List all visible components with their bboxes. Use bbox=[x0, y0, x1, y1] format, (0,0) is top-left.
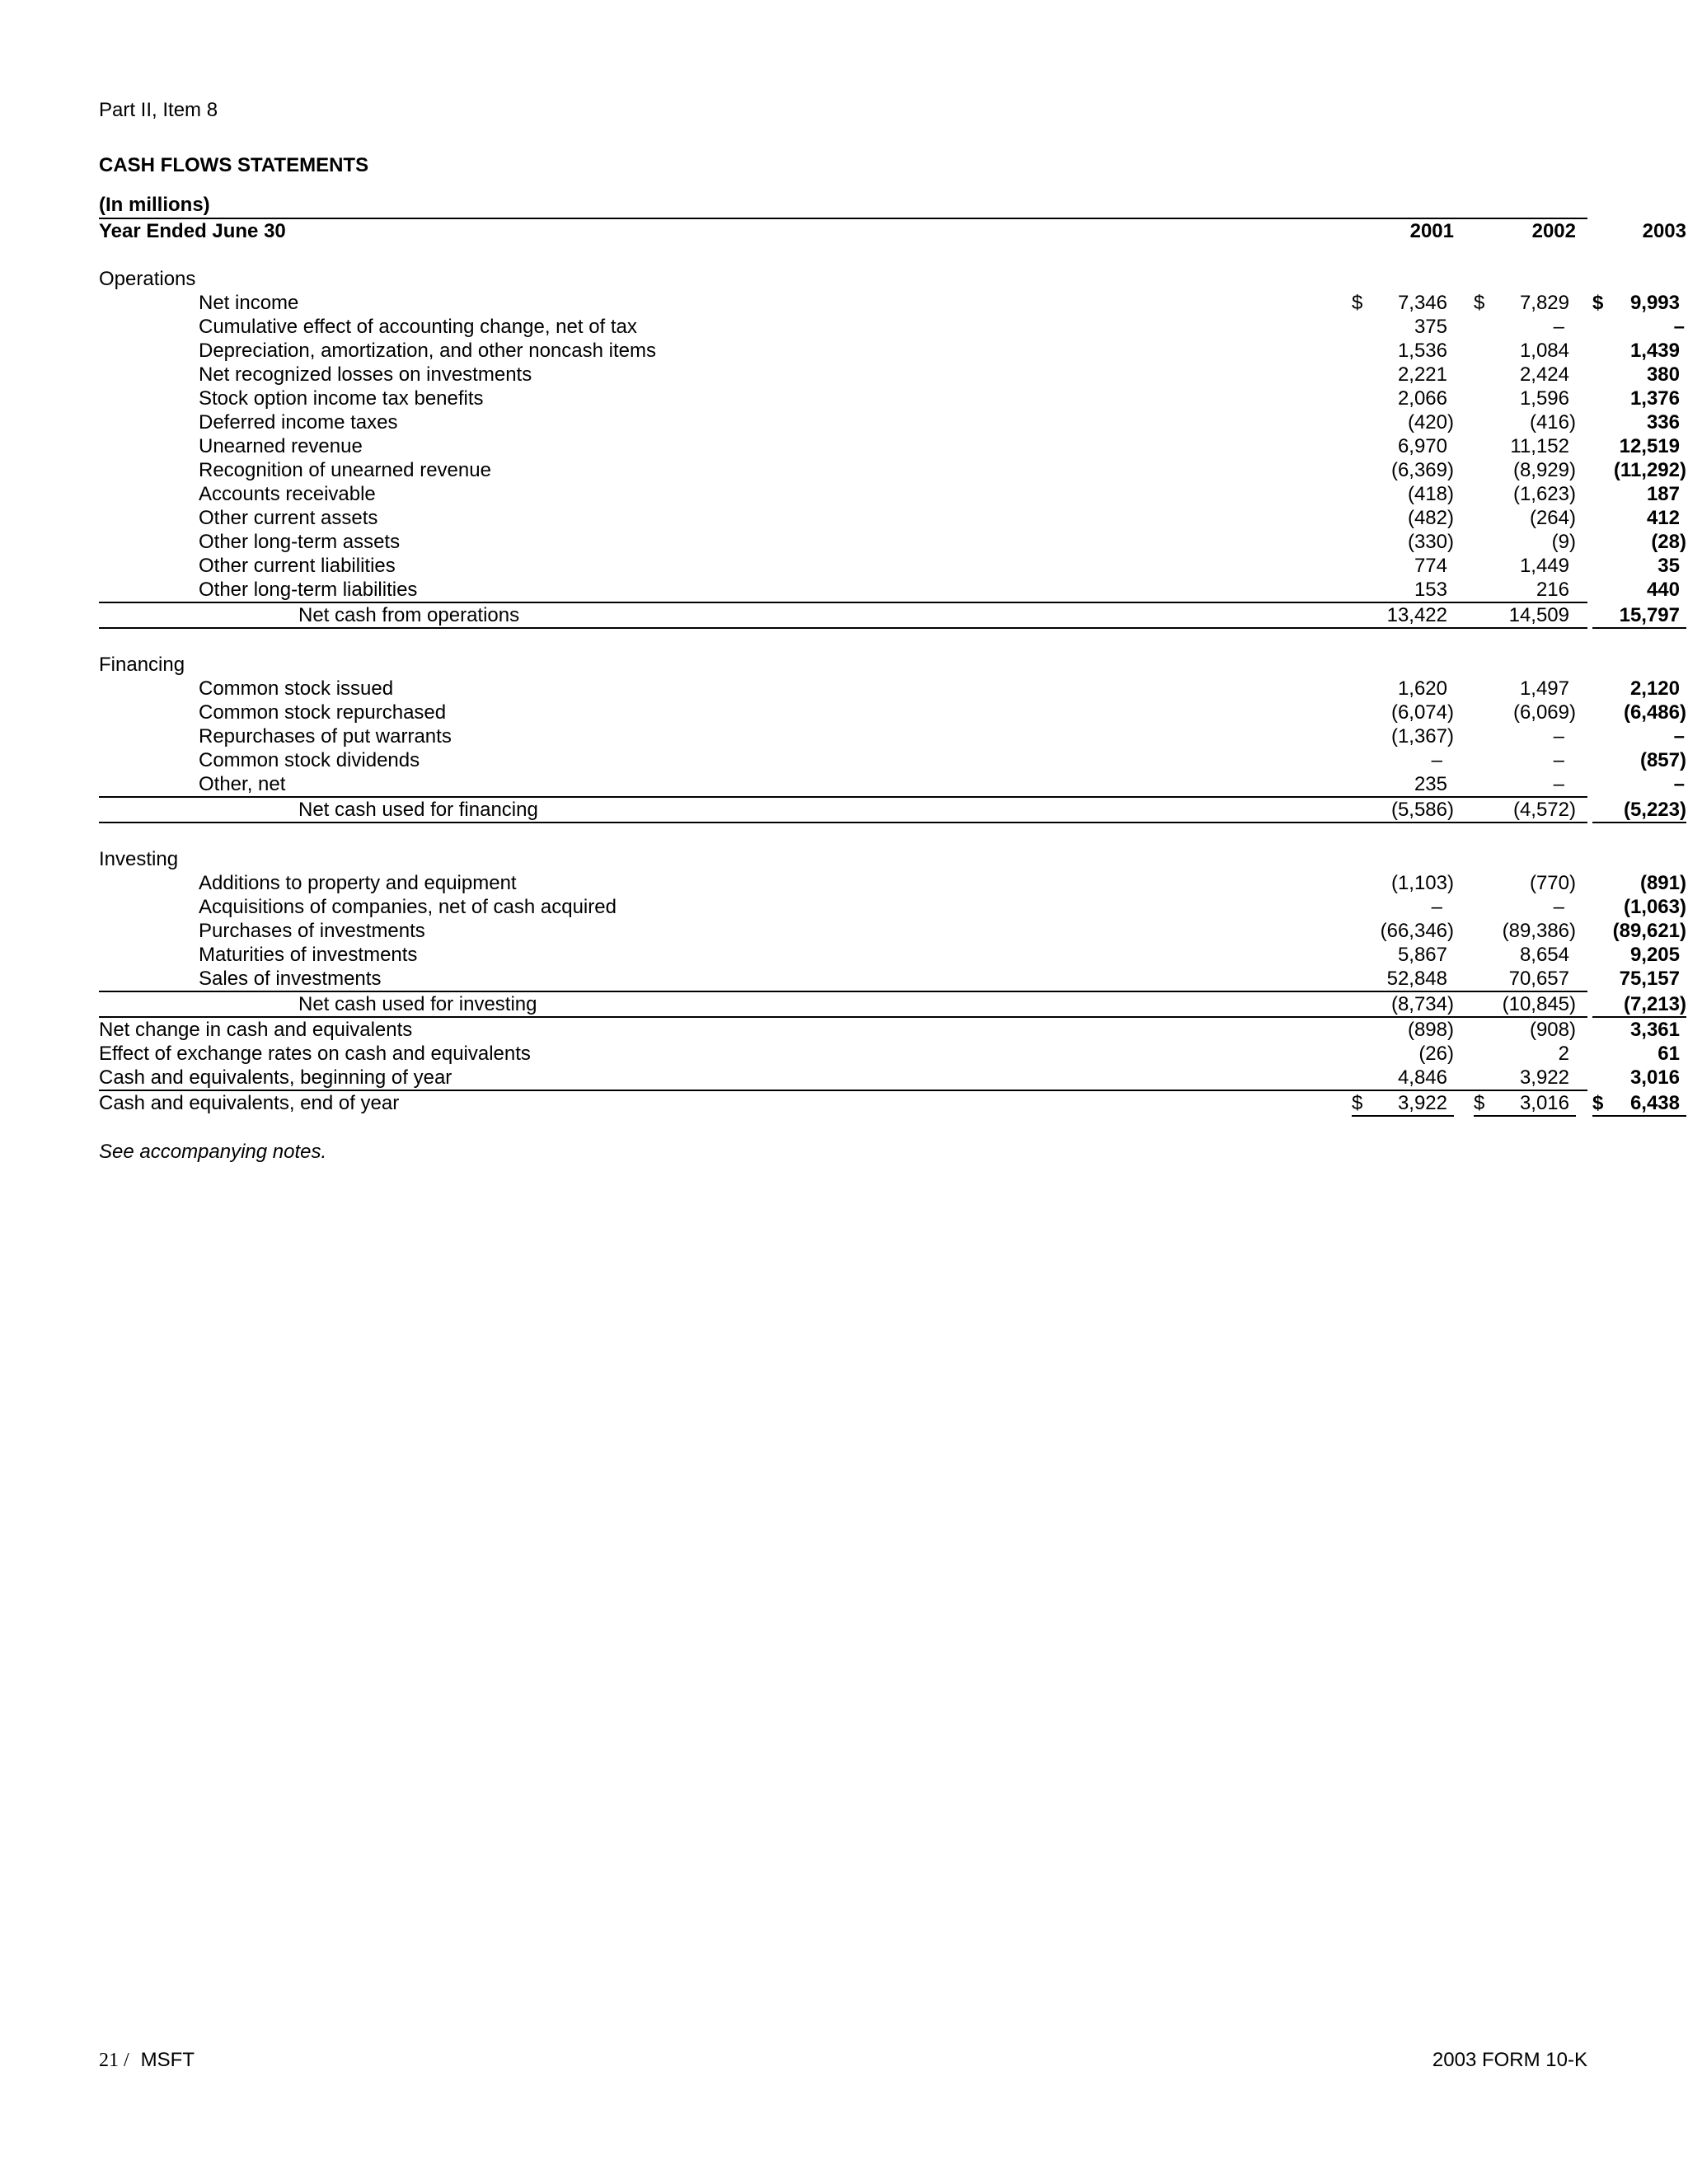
value-cell-2002 bbox=[1474, 677, 1576, 701]
table-row bbox=[99, 387, 1680, 410]
table-row bbox=[99, 895, 1686, 919]
currency-symbol: $ bbox=[1474, 1092, 1485, 1114]
value: – bbox=[1553, 749, 1564, 771]
year-header-2002 bbox=[1474, 219, 1576, 243]
value-cell-2003 bbox=[1592, 992, 1686, 1018]
row-label: Net change in cash and equivalents bbox=[99, 1019, 413, 1041]
value-cell-2002 bbox=[1474, 530, 1576, 554]
value: 1,449 bbox=[1519, 555, 1569, 577]
table-row bbox=[99, 291, 1680, 315]
value: – bbox=[1673, 725, 1685, 748]
value: – bbox=[1553, 896, 1564, 918]
value-cell-2001 bbox=[1352, 798, 1454, 823]
table-row bbox=[99, 701, 1686, 724]
value-cell-2002 bbox=[1474, 554, 1576, 578]
value-cell-2003 bbox=[1592, 943, 1686, 967]
value: 3,922 bbox=[1397, 1092, 1447, 1114]
value: 52,848 bbox=[1386, 968, 1447, 990]
value: 1,536 bbox=[1397, 340, 1447, 362]
value-cell-2002 bbox=[1474, 798, 1576, 823]
value-cell-2001 bbox=[1352, 363, 1454, 387]
value-cell-2001 bbox=[1352, 434, 1454, 458]
value: (418) bbox=[1407, 483, 1454, 505]
value: 375 bbox=[1414, 316, 1447, 338]
value: 380 bbox=[1646, 363, 1680, 386]
value: 3,016 bbox=[1629, 1066, 1680, 1089]
value-cell-2003 bbox=[1592, 724, 1686, 748]
value: 6,438 bbox=[1629, 1092, 1680, 1114]
value-cell-2003 bbox=[1592, 387, 1686, 410]
value: (10,845) bbox=[1502, 993, 1576, 1015]
value-cell-2001 bbox=[1352, 871, 1454, 895]
section-label: Operations bbox=[99, 268, 196, 290]
value-cell-2003 bbox=[1592, 895, 1686, 919]
value: (264) bbox=[1529, 507, 1576, 529]
value-cell-2001 bbox=[1352, 724, 1454, 748]
value: (5,223) bbox=[1623, 799, 1686, 821]
value-cell-2002 bbox=[1474, 434, 1576, 458]
value-cell-2001 bbox=[1352, 992, 1454, 1018]
value-cell-2002 bbox=[1474, 482, 1576, 506]
value: 3,016 bbox=[1519, 1092, 1569, 1114]
value-cell-2003 bbox=[1592, 871, 1686, 895]
table-row bbox=[99, 871, 1686, 895]
value-cell-2001 bbox=[1352, 530, 1454, 554]
value: (9) bbox=[1551, 531, 1576, 553]
section-title bbox=[99, 847, 1587, 871]
section-total-row bbox=[99, 798, 1686, 823]
spacer bbox=[99, 243, 1587, 267]
currency-symbol: $ bbox=[1474, 292, 1485, 314]
value-cell-2002 bbox=[1474, 291, 1576, 315]
value: (11,292) bbox=[1613, 459, 1686, 481]
value-cell-2001 bbox=[1352, 339, 1454, 363]
value: 9,205 bbox=[1629, 944, 1680, 966]
value: – bbox=[1553, 725, 1564, 748]
value-cell-2001 bbox=[1352, 603, 1454, 629]
value: – bbox=[1553, 316, 1564, 338]
total-label: Net cash used for financing bbox=[298, 799, 538, 821]
value: 216 bbox=[1536, 579, 1569, 601]
value: 187 bbox=[1646, 483, 1680, 505]
value-cell-2003 bbox=[1592, 315, 1686, 339]
value-cell-2003 bbox=[1592, 603, 1686, 629]
value: 336 bbox=[1646, 411, 1680, 434]
value-cell-2002 bbox=[1474, 724, 1576, 748]
row-label: Additions to property and equipment bbox=[199, 872, 517, 894]
value-cell-2003 bbox=[1592, 772, 1686, 796]
value: 61 bbox=[1658, 1043, 1680, 1065]
row-label: Common stock dividends bbox=[199, 749, 420, 771]
value: (4,572) bbox=[1512, 799, 1576, 821]
value: (5,586) bbox=[1390, 799, 1454, 821]
value: 1,376 bbox=[1629, 387, 1680, 410]
value: 3,922 bbox=[1519, 1066, 1569, 1089]
value: 12,519 bbox=[1619, 435, 1680, 457]
value-cell-2001 bbox=[1352, 1066, 1454, 1090]
value-cell-2001 bbox=[1352, 458, 1454, 482]
table-row bbox=[99, 482, 1680, 506]
row-label: Net income bbox=[199, 292, 299, 314]
value: 3,361 bbox=[1629, 1019, 1680, 1041]
table-row bbox=[99, 554, 1680, 578]
table-row bbox=[99, 458, 1686, 482]
value: (66,346) bbox=[1380, 920, 1454, 942]
value-cell-2002 bbox=[1474, 895, 1576, 919]
value-cell-2002 bbox=[1474, 1018, 1576, 1042]
table-row bbox=[99, 772, 1685, 798]
row-label: Repurchases of put warrants bbox=[199, 725, 452, 748]
value: 1,084 bbox=[1519, 340, 1569, 362]
notes-reference: See accompanying notes. bbox=[99, 1141, 327, 1163]
value-cell-2001 bbox=[1352, 554, 1454, 578]
value-cell-2001 bbox=[1352, 967, 1454, 991]
value-cell-2003 bbox=[1592, 701, 1686, 724]
value-cell-2001 bbox=[1352, 701, 1454, 724]
total-label: Net cash from operations bbox=[298, 604, 520, 626]
value-cell-2002 bbox=[1474, 315, 1576, 339]
value: (770) bbox=[1529, 872, 1576, 894]
value: (8,929) bbox=[1512, 459, 1576, 481]
value-cell-2001 bbox=[1352, 578, 1454, 602]
value: 35 bbox=[1658, 555, 1680, 577]
column-header-row bbox=[99, 219, 1686, 243]
value-cell-2002 bbox=[1474, 919, 1576, 943]
value-cell-2002 bbox=[1474, 1066, 1576, 1090]
value-cell-2001 bbox=[1352, 677, 1454, 701]
value-cell-2003 bbox=[1592, 530, 1686, 554]
value: (908) bbox=[1529, 1019, 1576, 1041]
table-row bbox=[99, 315, 1685, 339]
value: – bbox=[1673, 773, 1685, 795]
value-cell-2001 bbox=[1352, 291, 1454, 315]
table-row bbox=[99, 530, 1686, 554]
value-cell-2003 bbox=[1592, 1066, 1686, 1090]
value-cell-2003 bbox=[1592, 677, 1686, 701]
value: – bbox=[1673, 316, 1685, 338]
value: (416) bbox=[1529, 411, 1576, 434]
value: – bbox=[1431, 749, 1442, 771]
value-cell-2001 bbox=[1352, 1091, 1454, 1117]
value: 15,797 bbox=[1619, 604, 1680, 626]
table-row bbox=[99, 677, 1680, 701]
value-cell-2002 bbox=[1474, 943, 1576, 967]
table-row bbox=[99, 967, 1680, 992]
section-reference: Part II, Item 8 bbox=[99, 99, 218, 121]
value: (898) bbox=[1407, 1019, 1454, 1041]
section-title bbox=[99, 653, 1587, 677]
table-row bbox=[99, 434, 1680, 458]
value-cell-2002 bbox=[1474, 1091, 1576, 1117]
section-label: Investing bbox=[99, 848, 179, 870]
row-label: Other, net bbox=[199, 773, 286, 795]
value: – bbox=[1431, 896, 1442, 918]
value: (857) bbox=[1639, 749, 1686, 771]
year-header-2001 bbox=[1352, 219, 1454, 243]
value: (330) bbox=[1407, 531, 1454, 553]
value-cell-2002 bbox=[1474, 387, 1576, 410]
value: 2,221 bbox=[1397, 363, 1447, 386]
value-cell-2003 bbox=[1592, 506, 1686, 530]
section-total-row bbox=[99, 603, 1680, 629]
row-label: Effect of exchange rates on cash and equivalents bbox=[99, 1043, 531, 1065]
section-title bbox=[99, 267, 1587, 291]
table-row bbox=[99, 339, 1680, 363]
value-cell-2001 bbox=[1352, 315, 1454, 339]
value: – bbox=[1553, 773, 1564, 795]
year: 2001 bbox=[1409, 220, 1454, 242]
value-cell-2003 bbox=[1592, 1042, 1686, 1066]
row-label: Common stock issued bbox=[199, 677, 394, 700]
currency-symbol: $ bbox=[1352, 1092, 1363, 1114]
value-cell-2003 bbox=[1592, 339, 1686, 363]
value-cell-2001 bbox=[1352, 895, 1454, 919]
value-cell-2001 bbox=[1352, 410, 1454, 434]
row-label: Purchases of investments bbox=[199, 920, 425, 942]
value: 4,846 bbox=[1397, 1066, 1447, 1089]
value-cell-2002 bbox=[1474, 578, 1576, 602]
value: 412 bbox=[1646, 507, 1680, 529]
value: 1,596 bbox=[1519, 387, 1569, 410]
value: (6,069) bbox=[1512, 701, 1576, 724]
value: 5,867 bbox=[1397, 944, 1447, 966]
value: (6,486) bbox=[1623, 701, 1686, 724]
footer-form: 2003 FORM 10-K bbox=[1432, 2049, 1587, 2071]
row-label: Cash and equivalents, beginning of year bbox=[99, 1066, 452, 1089]
row-label: Unearned revenue bbox=[199, 435, 363, 457]
units-note: (In millions) bbox=[99, 194, 210, 216]
value: (420) bbox=[1407, 411, 1454, 434]
row-label: Other current liabilities bbox=[199, 555, 396, 577]
value-cell-2003 bbox=[1592, 1091, 1686, 1117]
value: 70,657 bbox=[1508, 968, 1569, 990]
row-label: Recognition of unearned revenue bbox=[199, 459, 491, 481]
value-cell-2003 bbox=[1592, 434, 1686, 458]
value-cell-2003 bbox=[1592, 482, 1686, 506]
value-cell-2003 bbox=[1592, 967, 1686, 991]
table-row bbox=[99, 919, 1686, 943]
row-label: Other long-term assets bbox=[199, 531, 401, 553]
value: 1,497 bbox=[1519, 677, 1569, 700]
value-cell-2002 bbox=[1474, 339, 1576, 363]
summary-row bbox=[99, 1066, 1680, 1091]
summary-row bbox=[99, 1018, 1680, 1042]
value-cell-2003 bbox=[1592, 554, 1686, 578]
currency-symbol: $ bbox=[1352, 292, 1363, 314]
value: 75,157 bbox=[1619, 968, 1680, 990]
value: 2,120 bbox=[1629, 677, 1680, 700]
value-cell-2003 bbox=[1592, 410, 1686, 434]
value: (1,063) bbox=[1623, 896, 1686, 918]
value-cell-2003 bbox=[1592, 291, 1686, 315]
value-cell-2002 bbox=[1474, 967, 1576, 991]
value-cell-2003 bbox=[1592, 578, 1686, 602]
value-cell-2002 bbox=[1474, 772, 1576, 796]
value: 1,620 bbox=[1397, 677, 1447, 700]
value: (6,369) bbox=[1390, 459, 1454, 481]
value: 2 bbox=[1558, 1043, 1569, 1065]
spacer bbox=[99, 823, 1587, 847]
value-cell-2002 bbox=[1474, 748, 1576, 772]
value: 774 bbox=[1414, 555, 1447, 577]
value: (89,386) bbox=[1502, 920, 1576, 942]
section-label: Financing bbox=[99, 654, 185, 676]
value: 1,439 bbox=[1629, 340, 1680, 362]
value-cell-2001 bbox=[1352, 1042, 1454, 1066]
value-cell-2001 bbox=[1352, 482, 1454, 506]
value: 153 bbox=[1414, 579, 1447, 601]
value-cell-2001 bbox=[1352, 919, 1454, 943]
value-cell-2002 bbox=[1474, 992, 1576, 1018]
year: 2002 bbox=[1531, 220, 1576, 242]
value-cell-2003 bbox=[1592, 748, 1686, 772]
spacer bbox=[99, 629, 1587, 653]
value: 8,654 bbox=[1519, 944, 1569, 966]
row-label: Other current assets bbox=[199, 507, 378, 529]
value-cell-2003 bbox=[1592, 919, 1686, 943]
value-cell-2002 bbox=[1474, 458, 1576, 482]
statement-title: CASH FLOWS STATEMENTS bbox=[99, 154, 369, 176]
value-cell-2002 bbox=[1474, 1042, 1576, 1066]
row-label: Accounts receivable bbox=[199, 483, 376, 505]
value-cell-2002 bbox=[1474, 410, 1576, 434]
row-label: Other long-term liabilities bbox=[199, 579, 418, 601]
value-cell-2001 bbox=[1352, 1018, 1454, 1042]
value: (6,074) bbox=[1390, 701, 1454, 724]
value: (28) bbox=[1651, 531, 1686, 553]
table-row bbox=[99, 410, 1680, 434]
year: 2003 bbox=[1642, 220, 1686, 242]
year-header-2003 bbox=[1592, 219, 1686, 243]
row-label: Cash and equivalents, end of year bbox=[99, 1092, 400, 1114]
value: (8,734) bbox=[1390, 993, 1454, 1015]
value-cell-2001 bbox=[1352, 506, 1454, 530]
value: (482) bbox=[1407, 507, 1454, 529]
value: 2,066 bbox=[1397, 387, 1447, 410]
value-cell-2002 bbox=[1474, 603, 1576, 629]
row-label: Cumulative effect of accounting change, net of tax bbox=[199, 316, 637, 338]
value-cell-2003 bbox=[1592, 363, 1686, 387]
summary-row bbox=[99, 1091, 1680, 1115]
value: (89,621) bbox=[1612, 920, 1686, 942]
value: 6,970 bbox=[1397, 435, 1447, 457]
row-label: Maturities of investments bbox=[199, 944, 418, 966]
value: (26) bbox=[1418, 1043, 1454, 1065]
value-cell-2001 bbox=[1352, 772, 1454, 796]
value: 13,422 bbox=[1386, 604, 1447, 626]
value-cell-2002 bbox=[1474, 506, 1576, 530]
value-cell-2003 bbox=[1592, 1018, 1686, 1042]
year-label: Year Ended June 30 bbox=[99, 220, 286, 242]
value: (7,213) bbox=[1623, 993, 1686, 1015]
value-cell-2002 bbox=[1474, 363, 1576, 387]
ticker: MSFT bbox=[140, 2049, 195, 2071]
currency-symbol: $ bbox=[1592, 292, 1604, 314]
value: 235 bbox=[1414, 773, 1447, 795]
summary-row bbox=[99, 1042, 1680, 1066]
value-cell-2001 bbox=[1352, 748, 1454, 772]
row-label: Stock option income tax benefits bbox=[199, 387, 484, 410]
row-label: Sales of investments bbox=[199, 968, 382, 990]
row-label: Deferred income taxes bbox=[199, 411, 398, 434]
value: 11,152 bbox=[1510, 435, 1569, 457]
table-row bbox=[99, 748, 1686, 772]
value-cell-2002 bbox=[1474, 871, 1576, 895]
row-label: Common stock repurchased bbox=[199, 701, 447, 724]
value: 440 bbox=[1646, 579, 1680, 601]
value-cell-2001 bbox=[1352, 387, 1454, 410]
total-label: Net cash used for investing bbox=[298, 993, 537, 1015]
value: (891) bbox=[1639, 872, 1686, 894]
value: 2,424 bbox=[1519, 363, 1569, 386]
section-total-row bbox=[99, 992, 1686, 1018]
table-row bbox=[99, 363, 1680, 387]
value: 14,509 bbox=[1508, 604, 1569, 626]
page-number: 21 / bbox=[99, 2050, 129, 2071]
footer-left bbox=[99, 2049, 195, 2072]
table-row bbox=[99, 724, 1685, 748]
value-cell-2003 bbox=[1592, 458, 1686, 482]
value-cell-2002 bbox=[1474, 701, 1576, 724]
value: 9,993 bbox=[1629, 292, 1680, 314]
value: 7,346 bbox=[1397, 292, 1447, 314]
value: 7,829 bbox=[1519, 292, 1569, 314]
currency-symbol: $ bbox=[1592, 1092, 1604, 1114]
table-row bbox=[99, 943, 1680, 967]
table-row bbox=[99, 578, 1680, 603]
value-cell-2003 bbox=[1592, 798, 1686, 823]
value: (1,623) bbox=[1512, 483, 1576, 505]
row-label: Acquisitions of companies, net of cash acquired bbox=[199, 896, 617, 918]
value: (1,367) bbox=[1390, 725, 1454, 748]
value-cell-2001 bbox=[1352, 943, 1454, 967]
row-label: Net recognized losses on investments bbox=[199, 363, 532, 386]
table-row bbox=[99, 506, 1680, 530]
cash-flows-table bbox=[99, 219, 1686, 1115]
value: (1,103) bbox=[1390, 872, 1454, 894]
row-label: Depreciation, amortization, and other noncash items bbox=[199, 340, 656, 362]
